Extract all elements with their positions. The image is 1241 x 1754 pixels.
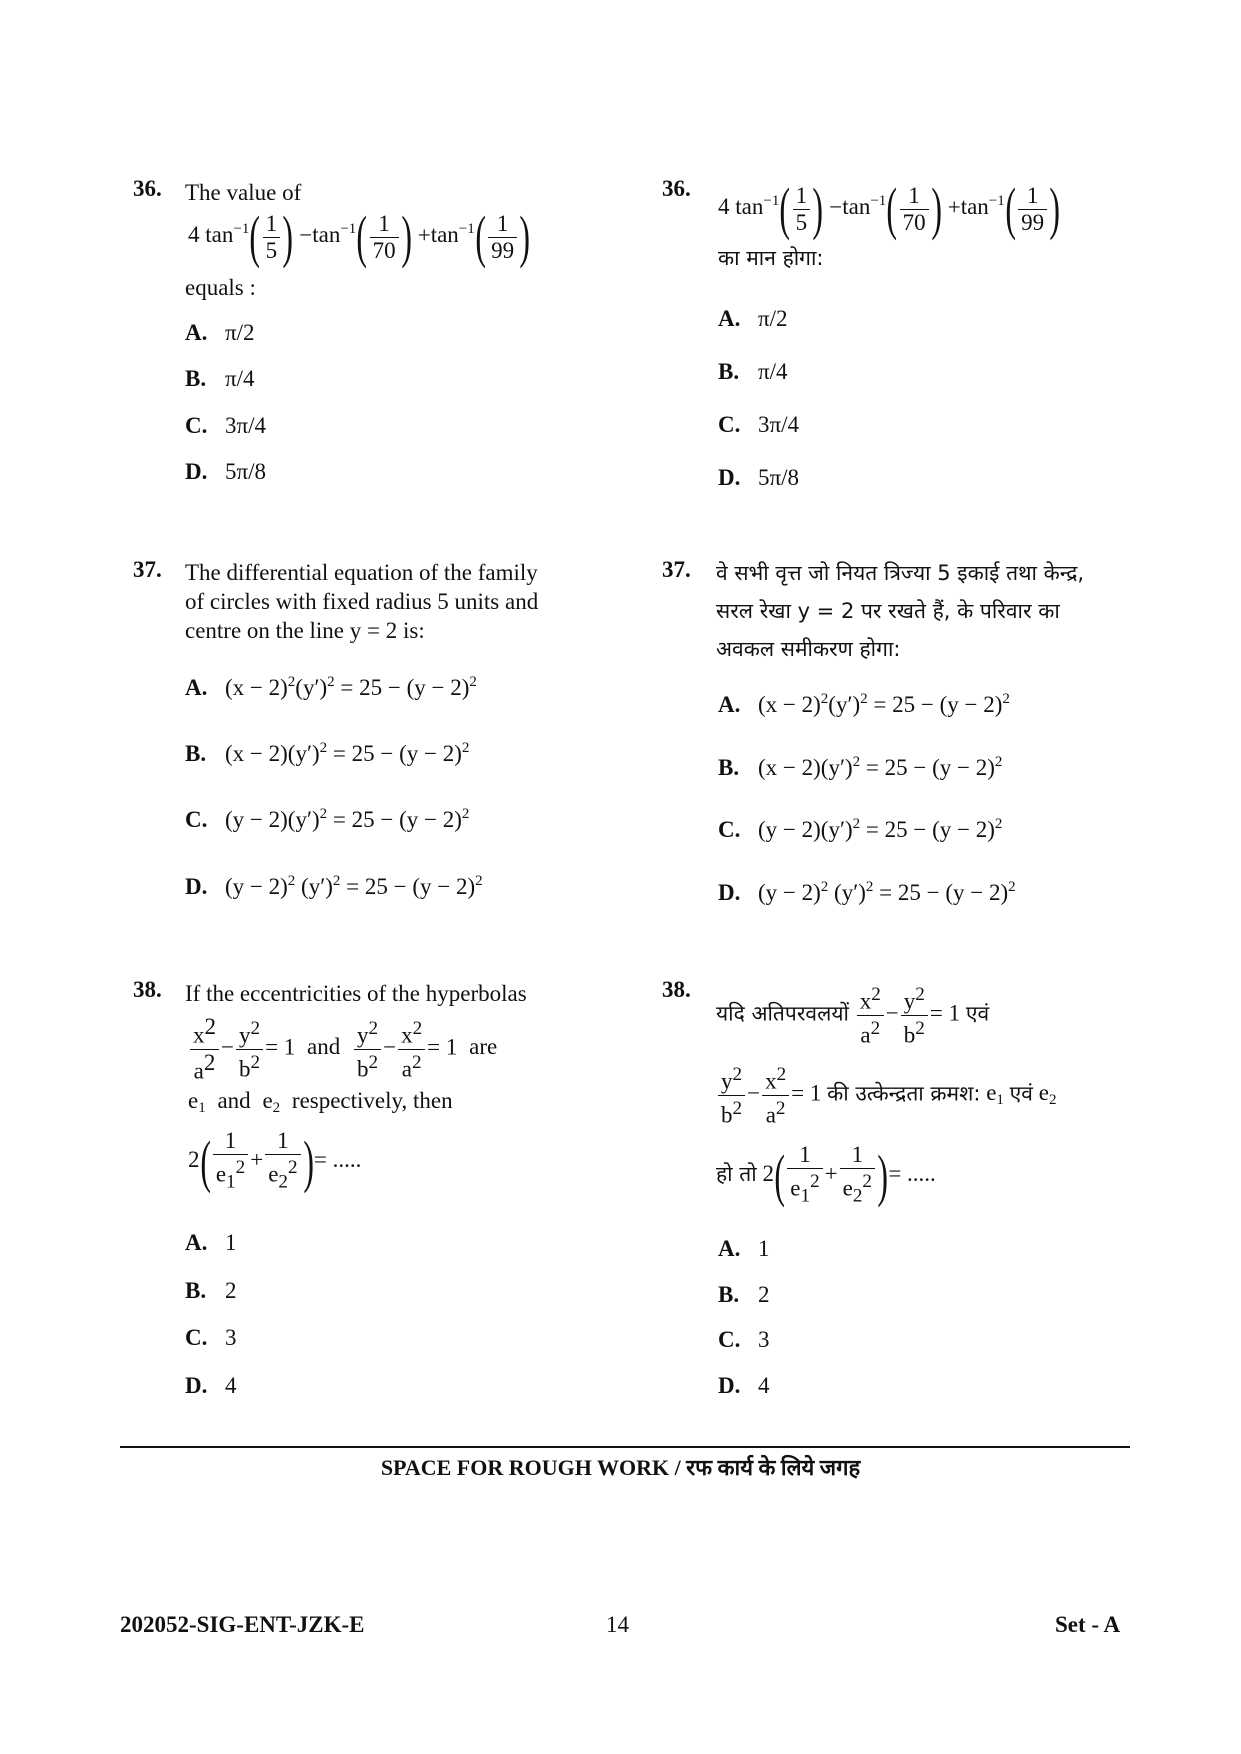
q38-number-en: 38. [133,977,162,1002]
q37-number-hi: 37. [662,557,691,582]
q38-expression-en: 2( $\frac{1}{e_1^2}$ + $\frac{1}{e_2^2}$ )= ..... [188,1128,362,1194]
q37-option-d-en[interactable]: D. $(y - 2)^2$ $(y')^2 = 25 - (y - 2)^2$ [185,873,483,899]
q38-hyperbolas-en: $\frac{x^2}{a^2}$ − $\frac{y^2}{b^2}$ = 1 and $\frac{y^2}{b^2}$ − $\frac{x^2}{a^2}$ = 1 are [188,1014,497,1084]
q36-expression-hi: 4 $\tan^{-1}$( $\frac{1}{5}$ ) $-\tan^{-1}$( $\frac{1}{70}$ ) $+\tan^{-1}$( $\frac{1}{99}$ ) [718,176,1061,241]
q37-option-a-hi[interactable]: A. $(x - 2)^2(y')^2 = 25 - (y - 2)^2$ [718,691,1010,717]
q36-tail-en: equals : [185,275,256,300]
q36-option-d-hi[interactable]: D. 5π/8 [718,465,800,490]
q36-option-c-hi[interactable]: C. 3π/4 [718,412,800,437]
q37-option-c-hi[interactable]: C. $(y - 2)(y')^2 = 25 - (y - 2)^2$ [718,816,1003,842]
q38-option-c-hi[interactable]: C. 3 [718,1327,770,1352]
q36-number-hi: 36. [662,176,691,201]
q36-option-c-en[interactable]: C. 3π/4 [185,413,267,438]
q36-option-b-en[interactable]: B. π/4 [185,366,255,391]
q38-option-b-en[interactable]: B. 2 [185,1278,237,1303]
paper-code: 202052-SIG-ENT-JZK-E [120,1612,365,1637]
q37-option-b-hi[interactable]: B. $(x - 2)(y')^2 = 25 - (y - 2)^2$ [718,754,1003,780]
q36-option-a-hi[interactable]: A. π/2 [718,306,788,331]
q38-option-a-en[interactable]: A. 1 [185,1230,237,1255]
q37-option-c-en[interactable]: C. $(y - 2)(y')^2 = 25 - (y - 2)^2$ [185,806,470,832]
q37-text-en: The differential equation of the family of circles with fixed radius 5 units and centre on the line y = 2 is: [185,560,539,643]
q36-intro-en: The value of [185,180,302,205]
q36-tail-hi: का मान होगा: [718,246,824,270]
q38-intro-en: If the eccentricities of the hyperbolas [185,981,527,1006]
q37-number-en: 37. [133,557,162,582]
q36-expr-term1: 4 $\tan^{-1}$ [188,221,250,248]
q38-expression-hi: हो तो 2( $\frac{1}{e_1^2}$ + $\frac{1}{e_2^2}$ )= ..... [716,1142,936,1208]
rough-work-label: SPACE FOR ROUGH WORK / रफ कार्य के लिये जगह [380,1455,861,1480]
q36-option-a-en[interactable]: A. π/2 [185,320,255,345]
q37-text-hi: वे सभी वृत्त जो नियत त्रिज्या 5 इकाई तथा केन्द्र, सरल रेखा y = 2 पर रखते हैं, के परिवार का अवकल समीकरण होगा: [716,561,1085,661]
q37-option-a-en[interactable]: A. $(x - 2)^2(y')^2 = 25 - (y - 2)^2$ [185,674,477,700]
q36-number-en: 36. [133,176,162,201]
q37-option-b-en[interactable]: B. $(x - 2)(y')^2 = 25 - (y - 2)^2$ [185,740,470,766]
q38-hyperbola1-hi: यदि अतिपरवलयों $\frac{x^2}{a^2}$ − $\frac{y^2}{b^2}$ = 1 एवं [716,984,990,1048]
q38-number-hi: 38. [662,977,691,1002]
q38-option-b-hi[interactable]: B. 2 [718,1282,770,1307]
q38-option-d-en[interactable]: D. 4 [185,1373,237,1398]
q36-option-b-hi[interactable]: B. π/4 [718,359,788,384]
q38-option-a-hi[interactable]: A. 1 [718,1236,770,1261]
q36-expression-en: 4 $\tan^{-1}$( $\frac{1}{5}$ ) $-\tan^{-1}$( $\frac{1}{70}$ ) $+\tan^{-1}$( $\frac{1}{99}$ ) [188,204,531,269]
page-number: 14 [606,1612,629,1637]
q38-ecc-en: $e_1$ and $e_2$ respectively, then [188,1088,453,1116]
q36-option-d-en[interactable]: D. 5π/8 [185,459,267,484]
set-label: Set - A [1055,1612,1121,1637]
q38-option-d-hi[interactable]: D. 4 [718,1373,770,1398]
q38-hyperbola2-hi: $\frac{y^2}{b^2}$ − $\frac{x^2}{a^2}$ = 1 की उत्केन्द्रता क्रमश: $e_1$ एवं $e_2$ [716,1062,1056,1128]
q37-option-d-hi[interactable]: D. $(y - 2)^2$ $(y')^2 = 25 - (y - 2)^2$ [718,879,1016,905]
rough-work-divider [120,1446,1130,1448]
q38-option-c-en[interactable]: C. 3 [185,1325,237,1350]
